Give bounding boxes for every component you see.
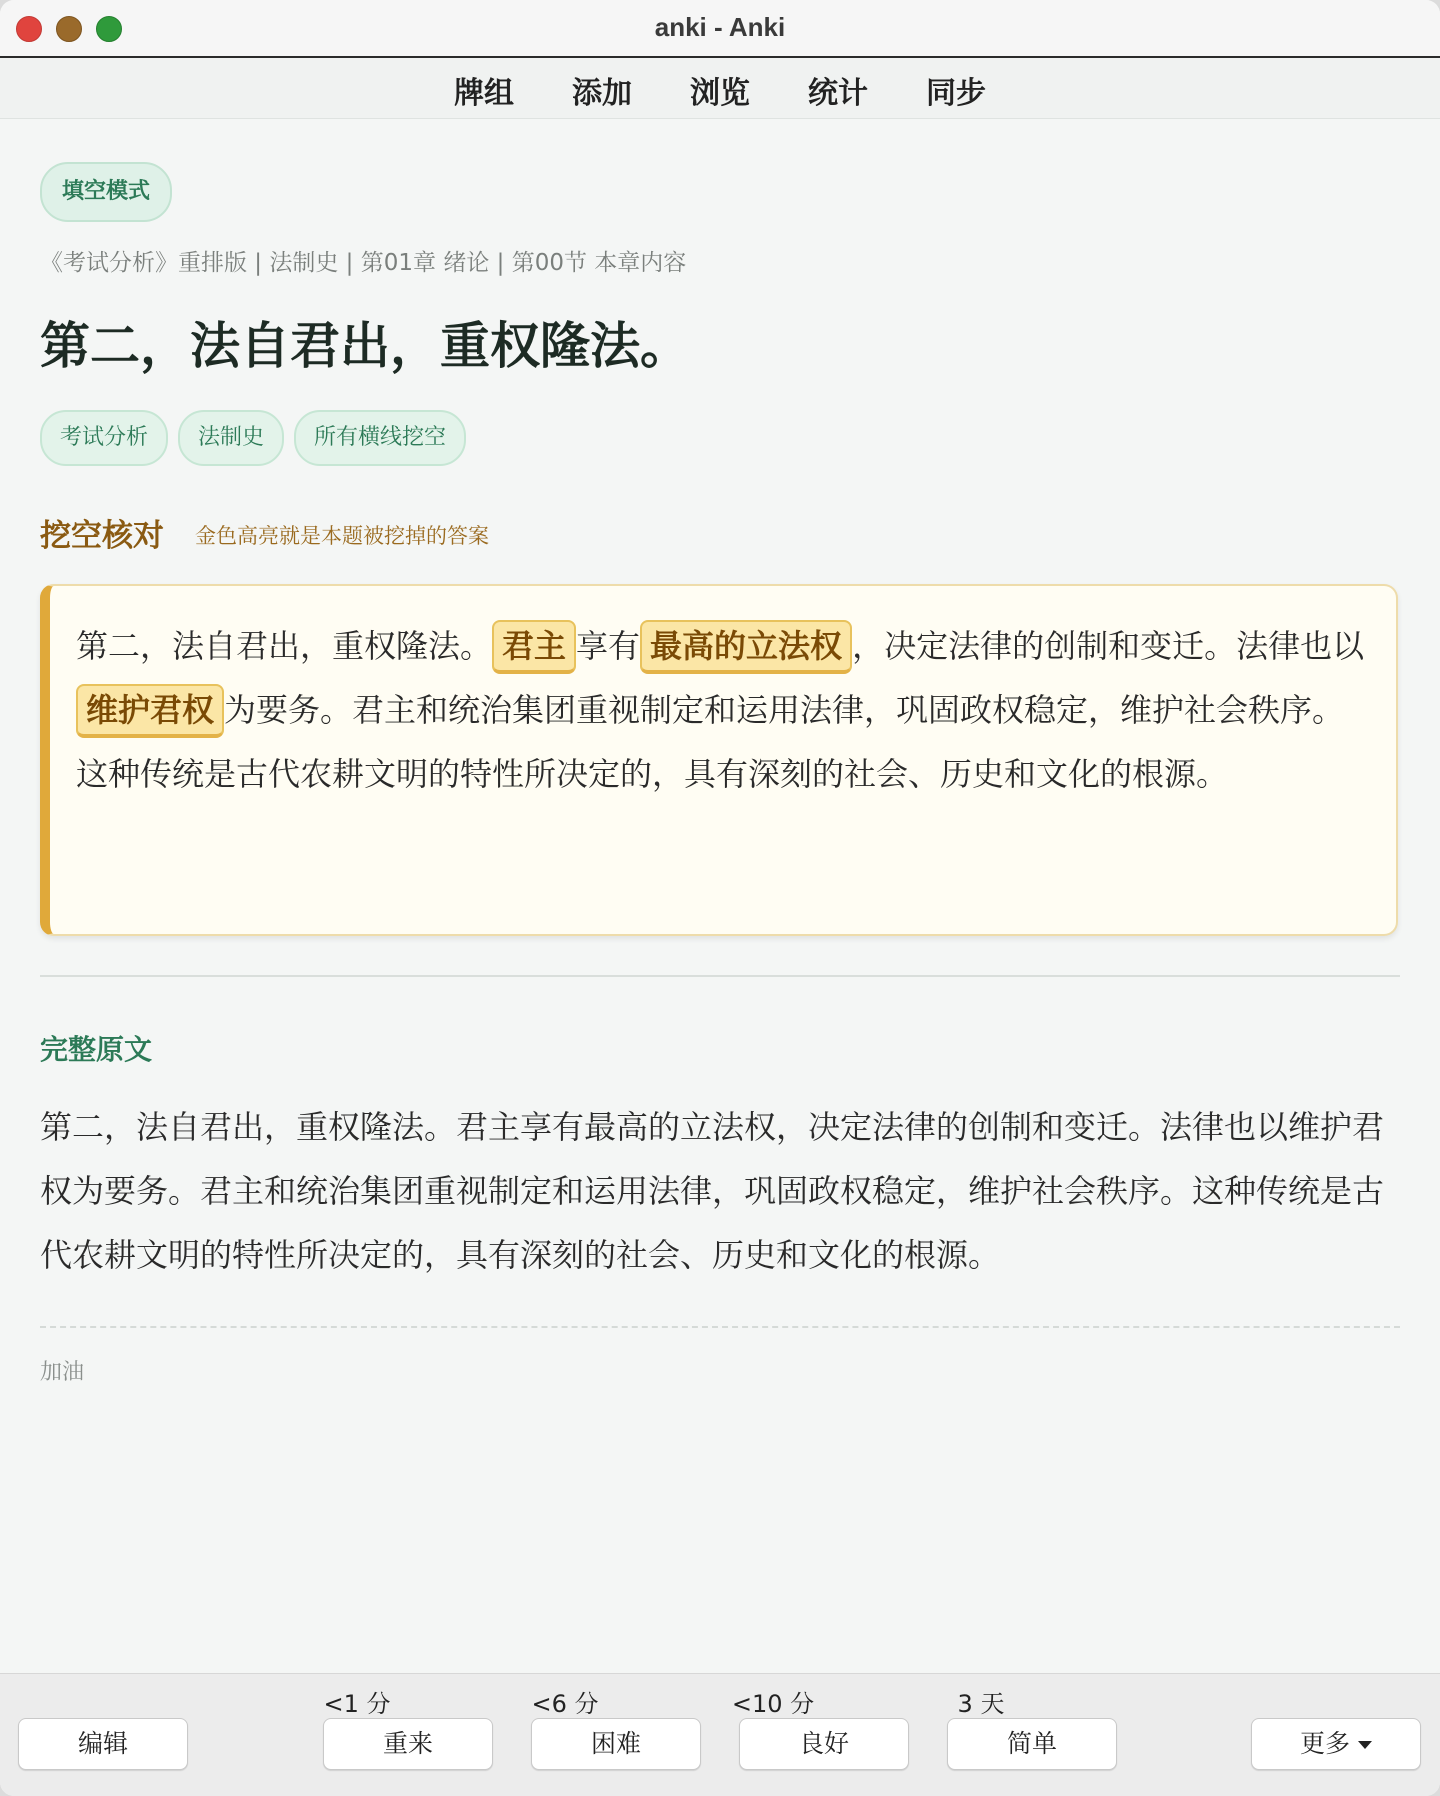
chevron-down-icon [1358, 1741, 1372, 1749]
cloze-check-hint: 金色高亮就是本题被挖掉的答案 [195, 524, 489, 548]
again-interval: <1 分 [323, 1690, 391, 1718]
hard-button[interactable]: 困难 [531, 1718, 701, 1770]
cloze-text-segment: 第二，法自君出，重权隆法。 [76, 627, 493, 665]
tag-chip: 所有横线挖空 [294, 410, 466, 466]
again-button[interactable]: 重来 [323, 1718, 493, 1770]
menu-decks[interactable]: 牌组 [454, 76, 514, 111]
title-bar [0, 0, 1440, 58]
edit-button[interactable]: 编辑 [18, 1718, 188, 1770]
cloze-text [76, 614, 1372, 806]
card-heading: 第二，法自君出，重权隆法。 [40, 317, 690, 375]
card-mode-badge: 填空模式 [40, 162, 172, 222]
tag-chip: 考试分析 [40, 410, 168, 466]
more-button-label: 更多 [1299, 1729, 1350, 1758]
menu-add[interactable]: 添加 [572, 76, 632, 111]
menu-stats[interactable]: 统计 [808, 76, 868, 111]
window-title: anki - Anki [654, 12, 786, 42]
cloze-answer-highlight: 维护君权 [76, 684, 224, 738]
cloze-text-segment: 享有 [576, 627, 641, 665]
menu-sync[interactable]: 同步 [926, 76, 986, 111]
good-interval: <10 分 [731, 1690, 815, 1718]
tag-list [40, 410, 466, 466]
cloze-answer-highlight: 最高的立法权 [640, 620, 852, 674]
more-button[interactable] [1251, 1718, 1421, 1770]
easy-button[interactable]: 简单 [947, 1718, 1117, 1770]
hard-interval: <6 分 [531, 1690, 599, 1718]
full-text-label: 完整原文 [40, 1033, 153, 1066]
footer-note: 加油 [40, 1360, 85, 1385]
card-content [40, 118, 1400, 1673]
section-divider [40, 975, 1400, 977]
top-menu [0, 58, 1440, 119]
dashed-divider [40, 1326, 1400, 1328]
cloze-text-segment: ，决定法律的创制和变迁。法律也以 [852, 627, 1365, 665]
cloze-box [40, 584, 1398, 936]
review-bottom-bar [0, 1673, 1440, 1796]
full-text: 第二，法自君出，重权隆法。君主享有最高的立法权，决定法律的创制和变迁。法律也以维护君权为要务。君主和统治集团重视制定和运用法律，巩固政权稳定，维护社会秩序。这种传统是古代农耕文明的特性所决定的，具有深刻的社会、历史和文化的根源。 [40, 1108, 1385, 1274]
menu-browse[interactable]: 浏览 [690, 76, 750, 111]
deck-breadcrumb: 《考试分析》重排版 | 法制史 | 第01章 绪论 | 第00节 本章内容 [40, 250, 687, 276]
cloze-answer-highlight: 君主 [492, 620, 576, 674]
cloze-text-segment: 为要务。君主和统治集团重视制定和运用法律，巩固政权稳定，维护社会秩序。这种传统是古代农耕文明的特性所决定的，具有深刻的社会、历史和文化的根源。 [76, 691, 1345, 793]
cloze-check-label: 挖空核对 [40, 518, 164, 554]
good-button[interactable]: 良好 [739, 1718, 909, 1770]
easy-interval: 3 天 [957, 1690, 1005, 1718]
tag-chip: 法制史 [178, 410, 284, 466]
